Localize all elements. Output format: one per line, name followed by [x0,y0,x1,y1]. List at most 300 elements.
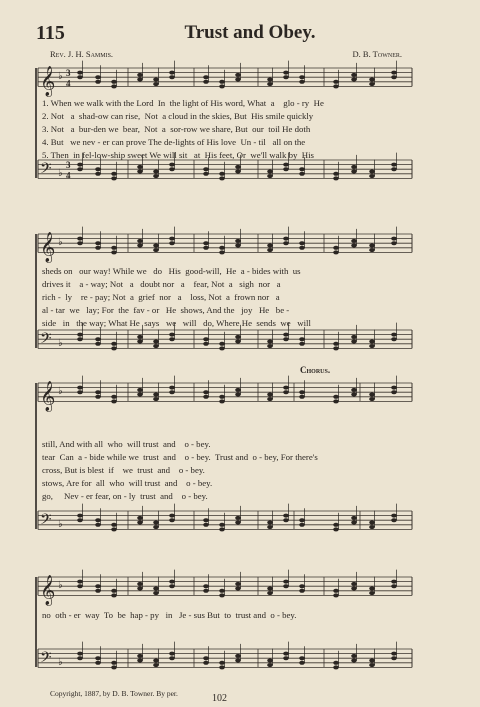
flat-sign-icon: ♭ [58,237,63,249]
note-head [351,78,357,82]
note-head [153,244,159,248]
note-head [299,584,305,588]
note-head [169,333,175,337]
note-head [267,82,273,86]
note-head [333,661,339,665]
note-head [351,165,357,169]
bass-clef-icon: 𝄢 [40,510,52,532]
verse-line: rich - ly re - pay; Not a grief nor a loss, Not a frown nor a [42,292,280,302]
note-head [283,167,289,171]
note-head [283,163,289,167]
note-head [235,587,241,591]
note-head [351,340,357,344]
note-head [235,244,241,248]
note-head [169,71,175,75]
note-head [333,346,339,350]
note-head [219,342,225,346]
note-head [203,589,209,593]
note-head [77,584,83,588]
note-head [111,172,117,176]
note-head [137,659,143,663]
note-head [351,659,357,663]
note-head [153,174,159,178]
flat-sign-icon: ♭ [58,71,63,83]
flat-sign-icon: ♭ [58,337,63,349]
note-head [391,75,397,79]
note-head [153,340,159,344]
note-head [111,527,117,531]
page-number: 102 [212,693,227,704]
note-head [283,241,289,245]
note-head [137,165,143,169]
note-head [369,663,375,667]
note-head [95,589,101,593]
note-head [137,654,143,658]
hymn-number: 115 [36,22,65,44]
verse-line: sheds on our way! While we do His good-will, He a - bides with us [42,266,301,276]
note-head [369,78,375,82]
note-head [203,523,209,527]
note-head [95,75,101,79]
time-signature-denominator: 4 [66,78,71,89]
note-head [219,523,225,527]
note-head [219,527,225,531]
note-head [203,395,209,399]
note-head [203,75,209,79]
note-head [369,82,375,86]
note-head [137,73,143,77]
note-head [369,244,375,248]
note-head [219,176,225,180]
note-head [153,521,159,525]
note-head [235,393,241,397]
note-head [391,163,397,167]
note-head [299,241,305,245]
note-head [95,337,101,341]
note-head [283,580,289,584]
note-head [283,386,289,390]
note-head [169,75,175,79]
note-head [169,241,175,245]
note-head [77,237,83,241]
note-head [137,388,143,392]
note-head [203,584,209,588]
note-head [369,340,375,344]
note-head [219,80,225,84]
note-head [391,656,397,660]
hymn-title: Trust and Obey. [184,22,316,43]
note-head [153,170,159,174]
note-head [111,399,117,403]
note-head [235,659,241,663]
note-head [137,393,143,397]
note-head [137,340,143,344]
note-head [95,342,101,346]
copyright-notice: Copyright, 1887, by D. B. Towner. By per. [50,689,178,698]
note-head [169,656,175,660]
note-head [169,237,175,241]
verse-line: drives it a - way; Not a doubt nor a fear, Not a sigh nor a [42,279,281,289]
note-head [299,246,305,250]
note-head [169,390,175,394]
note-head [95,395,101,399]
time-signature-numerator: 3 [66,160,71,171]
time-signature-numerator: 3 [66,68,71,79]
note-head [219,246,225,250]
note-head [111,523,117,527]
note-head [137,170,143,174]
note-head [95,523,101,527]
note-head [299,342,305,346]
note-head [235,582,241,586]
note-head [111,84,117,88]
note-head [77,514,83,518]
note-head [283,652,289,656]
note-head [391,514,397,518]
note-head [235,239,241,243]
note-head [203,167,209,171]
note-head [219,395,225,399]
note-head [77,71,83,75]
note-head [391,580,397,584]
note-head [95,390,101,394]
note-head [95,656,101,660]
note-head [283,518,289,522]
note-head [267,525,273,529]
note-head [351,244,357,248]
note-head [299,75,305,79]
note-head [95,661,101,665]
note-head [351,521,357,525]
note-head [169,386,175,390]
note-head [137,516,143,520]
note-head [391,584,397,588]
note-head [351,73,357,77]
note-head [111,176,117,180]
note-head [299,80,305,84]
treble-clef-icon: 𝄞 [40,575,56,606]
note-head [219,399,225,403]
note-head [369,525,375,529]
note-head [153,82,159,86]
note-head [391,241,397,245]
note-head [137,582,143,586]
note-head [77,518,83,522]
note-head [169,514,175,518]
note-head [111,250,117,254]
bass-clef-icon: 𝄢 [40,648,52,670]
note-head [333,523,339,527]
note-head [391,71,397,75]
note-head [111,246,117,250]
note-head [111,342,117,346]
note-head [111,80,117,84]
note-head [153,659,159,663]
note-head [95,518,101,522]
treble-clef-icon: 𝄞 [40,66,56,97]
note-head [235,335,241,339]
note-head [299,337,305,341]
lyricist-credit: Rev. J. H. Sammis. [50,49,114,59]
note-head [283,75,289,79]
note-head [267,587,273,591]
note-head [111,346,117,350]
note-head [369,170,375,174]
note-head [351,516,357,520]
note-head [299,390,305,394]
note-head [299,518,305,522]
note-head [203,172,209,176]
note-head [369,659,375,663]
note-head [267,344,273,348]
bass-clef-icon: 𝄢 [40,329,52,351]
music-system-4 [0,565,480,685]
treble-clef-icon: 𝄞 [40,232,56,263]
note-head [299,589,305,593]
verse-line: side in the way; What He says we will do, Where He sends we will [42,318,311,328]
note-head [369,591,375,595]
flat-sign-icon: ♭ [58,656,63,668]
note-head [111,593,117,597]
note-head [95,172,101,176]
note-head [235,165,241,169]
note-head [203,661,209,665]
note-head [369,174,375,178]
note-head [369,248,375,252]
note-head [299,172,305,176]
note-head [391,167,397,171]
verse-line: no oth - er way To be hap - py in Je - sus But to trust and o - bey. [42,610,297,620]
note-head [137,521,143,525]
note-head [95,584,101,588]
note-head [153,78,159,82]
note-head [267,663,273,667]
note-head [111,665,117,669]
note-head [351,587,357,591]
note-head [153,344,159,348]
note-head [267,393,273,397]
note-head [203,80,209,84]
note-head [283,584,289,588]
note-head [267,659,273,663]
flat-sign-icon: ♭ [58,167,63,179]
note-head [333,250,339,254]
note-head [283,390,289,394]
note-head [333,80,339,84]
note-head [95,246,101,250]
composer-credit: D. B. Towner. [352,49,402,59]
note-head [219,250,225,254]
note-head [219,661,225,665]
note-head [283,71,289,75]
note-head [267,521,273,525]
note-head [77,75,83,79]
note-head [137,78,143,82]
note-head [391,237,397,241]
note-head [77,333,83,337]
note-head [333,246,339,250]
note-head [351,654,357,658]
note-head [95,167,101,171]
note-head [203,241,209,245]
note-head [235,73,241,77]
note-head [235,516,241,520]
note-head [333,665,339,669]
note-head [391,652,397,656]
note-head [333,589,339,593]
note-head [169,652,175,656]
note-head [267,591,273,595]
note-head [235,388,241,392]
note-head [77,241,83,245]
note-head [219,84,225,88]
note-head [391,386,397,390]
note-head [95,241,101,245]
note-head [169,584,175,588]
note-head [169,518,175,522]
flat-sign-icon: ♭ [58,386,63,398]
note-head [235,521,241,525]
note-head [137,244,143,248]
note-head [203,342,209,346]
note-head [299,395,305,399]
note-head [235,170,241,174]
note-head [283,337,289,341]
note-head [369,393,375,397]
note-head [77,386,83,390]
note-head [283,333,289,337]
note-head [267,244,273,248]
note-head [137,587,143,591]
note-head [153,393,159,397]
verse-line: still, And with all who will trust and o - bey. [42,439,211,449]
note-head [369,397,375,401]
note-head [267,340,273,344]
note-head [77,580,83,584]
note-head [283,514,289,518]
note-head [283,237,289,241]
verse-line: 5. Then in fel-low-ship sweet We will sit at His feet, Or we'll walk by His [42,150,314,160]
note-head [235,78,241,82]
note-head [153,587,159,591]
note-head [299,523,305,527]
verse-line: 3. Not a bur-den we bear, Not a sor-row we share, But our toil He doth [42,124,311,134]
note-head [153,591,159,595]
verse-line: 2. Not a shad-ow can rise, Not a cloud in the skies, But His smile quickly [42,111,314,121]
note-head [369,587,375,591]
time-signature-denominator: 4 [66,170,71,181]
note-head [169,163,175,167]
note-head [77,163,83,167]
note-head [111,395,117,399]
note-head [137,239,143,243]
note-head [333,395,339,399]
note-head [203,518,209,522]
note-head [351,239,357,243]
note-head [369,344,375,348]
note-head [283,656,289,660]
note-head [219,346,225,350]
note-head [299,167,305,171]
note-head [95,80,101,84]
note-head [203,246,209,250]
note-head [153,397,159,401]
note-head [203,390,209,394]
bass-clef-icon: 𝄢 [40,159,52,181]
note-head [219,172,225,176]
verse-line: tear Can a - bide while we trust and o - bey. Trust and o - bey, For there's [42,452,318,462]
flat-sign-icon: ♭ [58,580,63,592]
verse-line: stows, Are for all who will trust and o - bey. [42,478,213,488]
note-head [219,593,225,597]
note-head [267,170,273,174]
note-head [369,521,375,525]
note-head [235,654,241,658]
note-head [77,337,83,341]
note-head [77,656,83,660]
note-head [267,78,273,82]
note-head [333,399,339,403]
note-head [169,167,175,171]
chorus-label: Chorus. [300,365,331,375]
note-head [333,342,339,346]
note-head [333,593,339,597]
note-head [333,176,339,180]
note-head [169,580,175,584]
note-head [203,656,209,660]
note-head [77,390,83,394]
note-head [111,589,117,593]
note-head [391,390,397,394]
note-head [137,335,143,339]
note-head [111,661,117,665]
note-head [219,589,225,593]
note-head [391,518,397,522]
note-head [153,663,159,667]
note-head [153,248,159,252]
note-head [267,397,273,401]
note-head [351,388,357,392]
note-head [333,84,339,88]
note-head [299,656,305,660]
treble-clef-icon: 𝄞 [40,381,56,412]
flat-sign-icon: ♭ [58,518,63,530]
note-head [219,665,225,669]
note-head [267,174,273,178]
note-head [153,525,159,529]
note-head [333,527,339,531]
verse-line: 1. When we walk with the Lord In the light of His word, What a glo - ry He [42,98,324,108]
verse-line: al - tar we lay; For the fav - or He shows, And the joy He be - [42,305,290,315]
note-head [235,340,241,344]
note-head [77,167,83,171]
note-head [169,337,175,341]
note-head [77,652,83,656]
note-head [391,337,397,341]
note-head [351,582,357,586]
verse-line: go, Nev - er fear, on - ly trust and o - bey. [42,491,208,501]
note-head [351,170,357,174]
note-head [351,393,357,397]
note-head [333,172,339,176]
note-head [267,248,273,252]
note-head [299,661,305,665]
note-head [391,333,397,337]
verse-line: cross, But is blest if we trust and o - bey. [42,465,205,475]
note-head [203,337,209,341]
note-head [351,335,357,339]
verse-line: 4. But we nev - er can prove The de-lights of His love Un - til all on the [42,137,306,147]
